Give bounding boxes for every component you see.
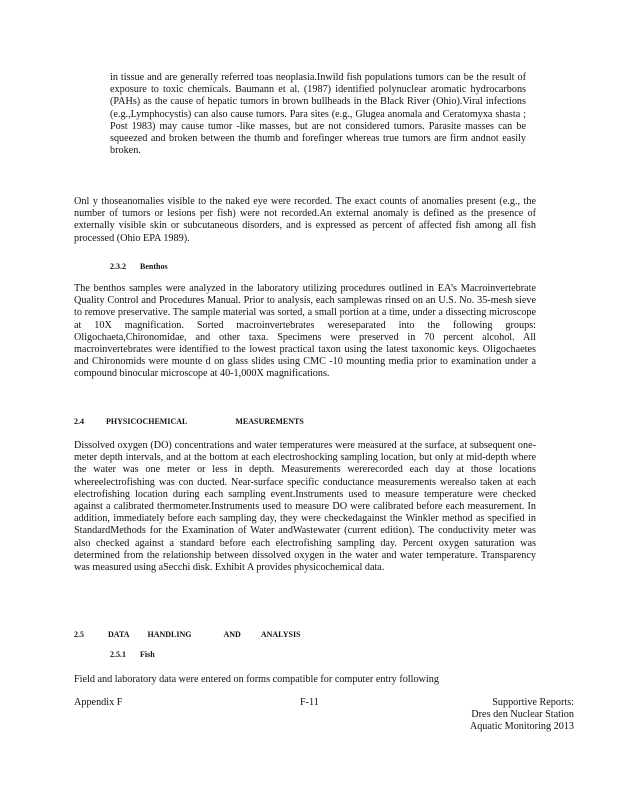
heading-number: 2.4	[74, 417, 84, 426]
heading-title: Fish	[140, 650, 155, 659]
footer-report-line: Dres den Nuclear Station	[471, 709, 574, 721]
heading-2-5-1	[110, 650, 155, 659]
heading-title-part: MEASUREMENTS	[235, 417, 304, 426]
heading-title-part: DATA	[108, 630, 130, 639]
paragraph-data-entry: Field and laboratory data were entered on forms compatible for computer entry following	[74, 674, 439, 685]
footer-report-line: Supportive Reports:	[492, 697, 574, 708]
footer-page-number: F-11	[300, 697, 319, 708]
heading-2-5	[74, 630, 301, 639]
paragraph-physicochemical: Dissolved oxygen (DO) concentrations and water temperatures were measured at the surface, at subsequent one-meter depth intervals, and at the bottom at each electroshocking sampling location, but only at mid-depth where the water was one meter or less in depth. Measurements wererecorded each day at those locations whereelectrofishing was con ducted. Near-surface specific conductance measurements werealso taken at each electrofishing location during each sampling event.Instruments used to measure temperature were checked against a calibrated thermometer.Instruments used to measure DO were calibrated before each measurement. In addition, immediately before each sampling day, they were checkedagainst the Winkler method as specified in StandardMethods for the Examination of Water andWastewater (current edition). The conductivity meter was also checked against a standard before each electrofishing sampling day. Percent oxygen saturation was determined from the relationship between dissolved oxygen in the water and water temperature. Transparency was measured using aSecchi disk. Exhibit A provides physicochemical data.	[74, 440, 536, 574]
paragraph-benthos: The benthos samples were analyzed in the laboratory utilizing procedures outlined in EA’s Macroinvertebrate Quality Control and Procedures Manual. Prior to analysis, each samplewas rinsed on an U.S. No. 35-mesh sieve to remove preservative. The sample material was sorted, a small portion at a time, under a dissecting microscope at 10X magnification. Sorted macroinvertebrates wereseparated into the following groups: Oligochaeta,Chironomidae, and other taxa. Specimens were preserved in 70 percent alcohol. All macroinvertebrates were identified to the lowest practical taxon using the latest taxonomic keys. Oligochaetes and Chironomids were mounte d on glass slides using CMC -10 mounting media prior to examination under a compound binocular microscope at 40-1,000X magnifications.	[74, 283, 536, 380]
heading-title-part: AND	[223, 630, 241, 639]
heading-2-3-2	[110, 262, 168, 271]
heading-number: 2.5	[74, 630, 84, 639]
heading-title: Benthos	[140, 262, 168, 271]
heading-title-part: PHYSICOCHEMICAL	[106, 417, 188, 426]
heading-number: 2.3.2	[110, 262, 126, 271]
heading-2-4	[74, 417, 304, 426]
footer-report-line: Aquatic Monitoring 2013	[469, 721, 574, 733]
heading-title-part: HANDLING	[147, 630, 192, 639]
footer-report-title	[374, 697, 574, 734]
paragraph-anomalies: Onl y thoseanomalies visible to the naked eye were recorded. The exact counts of anomalies present (e.g., the number of tumors or lesions per fish) were not recorded.An external anomaly is defined as the presence of externally visible skin or subcutaneous disorders, and is expressed as percent of affected fish among all fish processed (Ohio EPA 1989).	[74, 196, 536, 244]
heading-title-part: ANALYSIS	[260, 630, 301, 639]
footer-appendix: Appendix F	[74, 697, 123, 708]
heading-number: 2.5.1	[110, 650, 126, 659]
paragraph-tumors: in tissue and are generally referred toas neoplasia.Inwild fish populations tumors can be the result of exposure to toxic chemicals. Baumann et al. (1987) identified polynuclear aromatic hydrocarbons (PAHs) as the cause of hepatic tumors in brown bullheads in the Black River (Ohio).Viral infections (e.g.,Lymphocystis) can also cause tumors. Para sites (e.g., Glugea anomala and Ceratomyxa shasta ; Post 1983) may cause tumor -like masses, but are not considered tumors. Parasite masses can be squeezed and broken between the thumb and forefinger whereas true tumors are firm andnot easily broken.	[110, 72, 526, 157]
